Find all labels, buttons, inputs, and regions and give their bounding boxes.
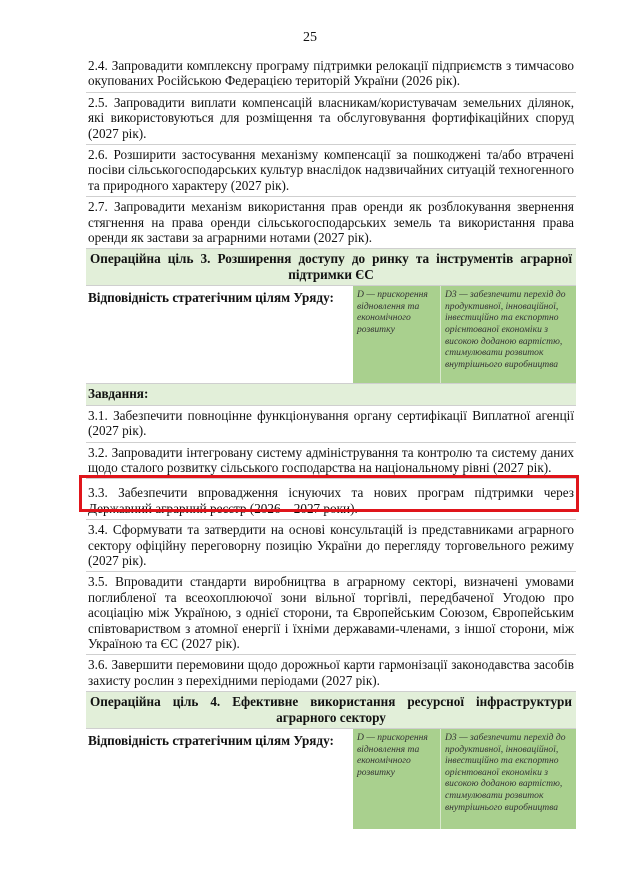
tasks-heading: Завдання: — [86, 384, 576, 405]
task-3-1: 3.1. Забезпечити повноцінне функціонування органу сертифікації Виплатної агенції (2027 рік). — [86, 406, 576, 443]
goal-4-alignment-d3: D3 — забезпечити перехід до продуктивної, інноваційної, інвестиційно та експортно орієнтованої економіки з високою доданою вартістю, стимулювати розвиток внутрішнього виробництва — [440, 729, 576, 829]
page-number: 25 — [303, 30, 317, 45]
task-2-5: 2.5. Запровадити виплати компенсацій власникам/користувачам земельних ділянок, які використовуються для розміщення та обслуговування фортифікаційних споруд (2027 рік). — [86, 93, 576, 145]
task-3-6: 3.6. Завершити перемовини щодо дорожньої карти гармонізації законодавства засобів захисту рослин з перехідними періодами (2027 рік). — [86, 655, 576, 692]
task-2-6: 2.6. Розширити застосування механізму компенсації за пошкоджені та/або втрачені посіви сільськогосподарських культур внаслідок надзвичайних ситуацій техногенного та природного характеру (2027 рік). — [86, 145, 576, 197]
operational-goal-4-heading — [86, 692, 576, 729]
goal-4-alignment-row — [86, 729, 576, 829]
document-table — [86, 56, 576, 829]
operational-goal-3-heading — [86, 249, 576, 286]
goal-3-alignment-label: Відповідність стратегічним цілям Уряду: — [88, 290, 334, 306]
goal-3-title-line2: підтримки ЄС — [288, 266, 374, 282]
goal-4-title-line2: аграрного сектору — [276, 709, 386, 725]
goal-3-alignment-d: D — прискорення відновлення та економічного розвитку — [352, 286, 440, 383]
task-3-2: 3.2. Запровадити інтегровану систему адміністрування та контролю та систему даних щодо сталого розвитку сільського господарства на національному рівні (2027 рік). — [86, 443, 576, 480]
task-3-5: 3.5. Впровадити стандарти виробництва в аграрному секторі, визначені умовами поглибленої та всеохоплюючої зони вільної торгівлі, передбаченої Угодою про асоціацію між Україною, з однієї сторони, та Європейським Союзом, Європейським співтовариством з атомної енергії і їхніми державами-членами, з іншої сторони, між Україною та ЄС (2027 рік). — [86, 572, 576, 655]
task-2-7: 2.7. Запровадити механізм використання прав оренди як розблокування звернення стягнення на права оренди сільськогосподарських земель та використання права оренди як застави за аграрними нотами (2027 рік). — [86, 197, 576, 249]
goal-3-alignment-row — [86, 286, 576, 384]
task-2-4: 2.4. Запровадити комплексну програму підтримки релокації підприємств з тимчасово окупованих Російською Федерацією територій України (2026 рік). — [86, 56, 576, 93]
highlight-box — [79, 475, 579, 512]
goal-3-title-line1: Операційна ціль 3. Розширення доступу до ринку та інструментів аграрної — [90, 251, 572, 267]
goal-3-alignment-d3: D3 — забезпечити перехід до продуктивної, інноваційної, інвестиційно та експортно орієнтованої економіки з високою доданою вартістю, стимулювати розвиток внутрішнього виробництва — [440, 286, 576, 383]
goal-4-alignment-label: Відповідність стратегічним цілям Уряду: — [88, 733, 334, 748]
task-3-4: 3.4. Сформувати та затвердити на основі консультацій із представниками аграрного сектору офіційну переговорну позицію України до перегляду торговельного режиму (2027 рік). — [86, 520, 576, 572]
task-3-3: 3.3. Забезпечити впровадження існуючих та нових програм підтримки через Державний аграрний реєстр (2026—2027 роки). — [86, 479, 576, 520]
goal-4-alignment-d: D — прискорення відновлення та економічного розвитку — [352, 729, 440, 829]
goal-4-title-line1: Операційна ціль 4. Ефективне використання ресурсної інфраструктури — [90, 694, 572, 710]
